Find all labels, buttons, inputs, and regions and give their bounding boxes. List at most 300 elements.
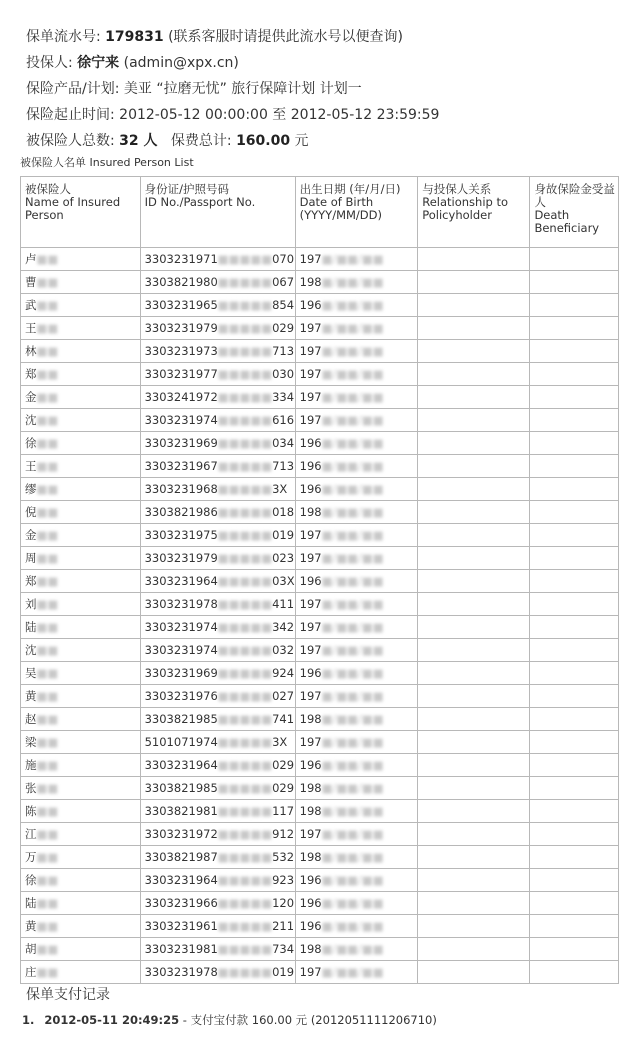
dob-year-prefix: 197 — [299, 252, 322, 266]
header-id-en: ID No./Passport No. — [144, 195, 256, 209]
name-redacted: ■■ — [36, 390, 59, 404]
count-value: 32 人 — [119, 133, 158, 149]
insured-name: 黄 — [25, 689, 37, 703]
insured-name: 吴 — [25, 666, 37, 680]
id-prefix: 3303821986 — [144, 505, 218, 519]
relationship-cell — [418, 570, 530, 593]
beneficiary-cell — [530, 731, 619, 754]
insured-name: 江 — [25, 827, 37, 841]
name-redacted: ■■ — [36, 781, 59, 795]
id-redacted: ■■■■■ — [217, 367, 273, 381]
name-cell — [21, 892, 141, 915]
dob-year-prefix: 197 — [299, 965, 322, 979]
dob-year-prefix: 196 — [299, 896, 322, 910]
premium-label: 保费总计: — [157, 133, 237, 149]
beneficiary-cell — [530, 754, 619, 777]
beneficiary-cell — [530, 432, 619, 455]
relationship-cell — [418, 455, 530, 478]
dob-redacted: ■/■■/■■ — [321, 689, 384, 703]
id-prefix: 3303231979 — [144, 551, 218, 565]
dob-cell — [295, 455, 418, 478]
dob-cell — [295, 892, 418, 915]
id-suffix: 067 — [272, 275, 295, 289]
id-suffix: 532 — [272, 850, 295, 864]
id-cell — [140, 938, 295, 961]
beneficiary-cell — [530, 409, 619, 432]
id-suffix: 713 — [272, 344, 295, 358]
id-cell — [140, 892, 295, 915]
insured-name: 金 — [25, 528, 37, 542]
dob-year-prefix: 198 — [299, 505, 322, 519]
dob-year-prefix: 198 — [299, 942, 322, 956]
id-cell — [140, 731, 295, 754]
id-prefix: 3303231975 — [144, 528, 218, 542]
table-row — [21, 754, 619, 777]
relationship-cell — [418, 294, 530, 317]
table-row — [21, 639, 619, 662]
header-dob-cn: 出生日期 (年/月/日) — [299, 182, 401, 196]
id-suffix: 923 — [272, 873, 295, 887]
table-row — [21, 593, 619, 616]
relationship-cell — [418, 409, 530, 432]
table-row — [21, 846, 619, 869]
dob-redacted: ■/■■/■■ — [321, 459, 384, 473]
id-prefix: 3303231967 — [144, 459, 218, 473]
id-cell — [140, 363, 295, 386]
insured-name: 林 — [25, 344, 37, 358]
name-cell — [21, 616, 141, 639]
id-cell — [140, 961, 295, 984]
dob-year-prefix: 198 — [299, 781, 322, 795]
table-row — [21, 363, 619, 386]
relationship-cell — [418, 524, 530, 547]
beneficiary-cell — [530, 340, 619, 363]
header-id — [140, 177, 295, 248]
dob-cell — [295, 846, 418, 869]
name-redacted: ■■ — [36, 275, 59, 289]
name-cell — [21, 363, 141, 386]
header-relationship-cn: 与投保人关系 — [422, 182, 492, 196]
dob-cell — [295, 777, 418, 800]
id-suffix: 117 — [272, 804, 295, 818]
header-dob-en: Date of Birth (YYYY/MM/DD) — [299, 195, 383, 222]
table-row — [21, 340, 619, 363]
name-cell — [21, 432, 141, 455]
id-cell — [140, 501, 295, 524]
relationship-cell — [418, 800, 530, 823]
id-redacted: ■■■■■ — [217, 275, 273, 289]
dob-year-prefix: 197 — [299, 597, 322, 611]
id-suffix: 027 — [272, 689, 295, 703]
relationship-cell — [418, 892, 530, 915]
beneficiary-cell — [530, 892, 619, 915]
dob-cell — [295, 823, 418, 846]
insured-name: 赵 — [25, 712, 37, 726]
name-cell — [21, 593, 141, 616]
id-cell — [140, 800, 295, 823]
id-prefix: 3303231972 — [144, 827, 218, 841]
beneficiary-cell — [530, 363, 619, 386]
id-suffix: 023 — [272, 551, 295, 565]
beneficiary-cell — [530, 294, 619, 317]
holder-label: 投保人: — [26, 55, 78, 71]
id-suffix: 029 — [272, 758, 295, 772]
id-redacted: ■■■■■ — [217, 643, 273, 657]
name-cell — [21, 639, 141, 662]
dob-cell — [295, 915, 418, 938]
id-redacted: ■■■■■ — [217, 551, 273, 565]
insured-name: 万 — [25, 850, 37, 864]
relationship-cell — [418, 593, 530, 616]
dob-year-prefix: 197 — [299, 827, 322, 841]
name-cell — [21, 271, 141, 294]
beneficiary-cell — [530, 685, 619, 708]
id-prefix: 3303231964 — [144, 574, 218, 588]
beneficiary-cell — [530, 639, 619, 662]
table-row — [21, 409, 619, 432]
relationship-cell — [418, 386, 530, 409]
id-redacted: ■■■■■ — [217, 252, 273, 266]
relationship-cell — [418, 915, 530, 938]
id-suffix: 019 — [272, 528, 295, 542]
payment-record-number: 1. — [22, 1013, 35, 1027]
dob-redacted: ■/■■/■■ — [321, 873, 384, 887]
id-redacted: ■■■■■ — [217, 689, 273, 703]
period-label: 保险起止时间: — [26, 107, 120, 123]
name-redacted: ■■ — [36, 344, 59, 358]
dob-year-prefix: 196 — [299, 298, 322, 312]
dob-cell — [295, 639, 418, 662]
id-redacted: ■■■■■ — [217, 804, 273, 818]
dob-year-prefix: 197 — [299, 367, 322, 381]
name-cell — [21, 846, 141, 869]
beneficiary-cell — [530, 777, 619, 800]
id-suffix: 3X — [272, 735, 288, 749]
dob-redacted: ■/■■/■■ — [321, 712, 384, 726]
insured-name: 施 — [25, 758, 37, 772]
table-row — [21, 961, 619, 984]
id-redacted: ■■■■■ — [217, 482, 273, 496]
dob-cell — [295, 961, 418, 984]
table-row — [21, 455, 619, 478]
name-redacted: ■■ — [36, 298, 59, 312]
id-cell — [140, 524, 295, 547]
dob-year-prefix: 196 — [299, 436, 322, 450]
id-redacted: ■■■■■ — [217, 413, 273, 427]
id-redacted: ■■■■■ — [217, 712, 273, 726]
dob-year-prefix: 196 — [299, 482, 322, 496]
name-redacted: ■■ — [36, 643, 59, 657]
relationship-cell — [418, 363, 530, 386]
id-redacted: ■■■■■ — [217, 965, 273, 979]
beneficiary-cell — [530, 478, 619, 501]
id-redacted: ■■■■■ — [217, 321, 273, 335]
id-prefix: 3303231961 — [144, 919, 218, 933]
holder-name: 徐宁来 — [77, 55, 120, 71]
dob-redacted: ■/■■/■■ — [321, 896, 384, 910]
name-cell — [21, 294, 141, 317]
serial-note: (联系客服时请提供此流水号以便查询) — [163, 29, 403, 45]
relationship-cell — [418, 938, 530, 961]
id-prefix: 3303231978 — [144, 597, 218, 611]
dob-redacted: ■/■■/■■ — [321, 367, 384, 381]
dob-redacted: ■/■■/■■ — [321, 666, 384, 680]
id-cell — [140, 639, 295, 662]
id-cell — [140, 616, 295, 639]
insured-name: 沈 — [25, 413, 37, 427]
table-row — [21, 800, 619, 823]
table-row — [21, 386, 619, 409]
insured-table — [20, 176, 619, 984]
insured-name: 徐 — [25, 436, 37, 450]
name-redacted: ■■ — [36, 413, 59, 427]
name-redacted: ■■ — [36, 597, 59, 611]
relationship-cell — [418, 547, 530, 570]
name-cell — [21, 938, 141, 961]
id-cell — [140, 846, 295, 869]
name-redacted: ■■ — [36, 436, 59, 450]
insured-table-body — [21, 248, 619, 984]
name-redacted: ■■ — [36, 528, 59, 542]
insured-name: 曹 — [25, 275, 37, 289]
name-cell — [21, 317, 141, 340]
id-cell — [140, 823, 295, 846]
dob-cell — [295, 593, 418, 616]
relationship-cell — [418, 685, 530, 708]
payment-record-time: 2012-05-11 20:49:25 — [44, 1013, 180, 1027]
id-redacted: ■■■■■ — [217, 597, 273, 611]
id-suffix: 734 — [272, 942, 295, 956]
id-cell — [140, 708, 295, 731]
id-cell — [140, 432, 295, 455]
dob-redacted: ■/■■/■■ — [321, 919, 384, 933]
insured-list-title: 被保险人名单 Insured Person List — [20, 156, 194, 169]
dob-redacted: ■/■■/■■ — [321, 413, 384, 427]
name-cell — [21, 777, 141, 800]
name-redacted: ■■ — [36, 919, 59, 933]
payment-record — [22, 1012, 437, 1028]
dob-cell — [295, 478, 418, 501]
table-row — [21, 708, 619, 731]
beneficiary-cell — [530, 846, 619, 869]
beneficiary-cell — [530, 800, 619, 823]
header-name-cn: 被保险人 — [25, 182, 71, 196]
serial-line — [26, 24, 626, 50]
table-row — [21, 501, 619, 524]
id-cell — [140, 294, 295, 317]
beneficiary-cell — [530, 662, 619, 685]
id-redacted: ■■■■■ — [217, 827, 273, 841]
relationship-cell — [418, 731, 530, 754]
id-suffix: 912 — [272, 827, 295, 841]
dob-year-prefix: 198 — [299, 804, 322, 818]
name-cell — [21, 731, 141, 754]
insured-name: 沈 — [25, 643, 37, 657]
name-redacted: ■■ — [36, 252, 59, 266]
table-row — [21, 547, 619, 570]
id-prefix: 3303231968 — [144, 482, 218, 496]
relationship-cell — [418, 271, 530, 294]
table-row — [21, 478, 619, 501]
name-redacted: ■■ — [36, 965, 59, 979]
dob-year-prefix: 197 — [299, 321, 322, 335]
id-cell — [140, 869, 295, 892]
dob-year-prefix: 197 — [299, 390, 322, 404]
dob-cell — [295, 685, 418, 708]
period-value: 2012-05-12 00:00:00 至 2012-05-12 23:59:59 — [119, 107, 440, 123]
header-relationship — [418, 177, 530, 248]
insured-name: 郑 — [25, 574, 37, 588]
dob-year-prefix: 196 — [299, 574, 322, 588]
id-cell — [140, 593, 295, 616]
dob-redacted: ■/■■/■■ — [321, 252, 384, 266]
name-cell — [21, 478, 141, 501]
premium-unit: 元 — [290, 133, 309, 149]
dob-year-prefix: 197 — [299, 735, 322, 749]
id-prefix: 3303231974 — [144, 413, 218, 427]
id-prefix: 3303821987 — [144, 850, 218, 864]
insured-name: 金 — [25, 390, 37, 404]
payment-list — [22, 1012, 437, 1028]
id-cell — [140, 340, 295, 363]
id-suffix: 342 — [272, 620, 295, 634]
dob-cell — [295, 708, 418, 731]
id-cell — [140, 317, 295, 340]
beneficiary-cell — [530, 317, 619, 340]
name-cell — [21, 386, 141, 409]
id-suffix: 120 — [272, 896, 295, 910]
name-redacted: ■■ — [36, 712, 59, 726]
name-cell — [21, 340, 141, 363]
id-redacted: ■■■■■ — [217, 850, 273, 864]
id-redacted: ■■■■■ — [217, 758, 273, 772]
id-cell — [140, 248, 295, 271]
id-suffix: 616 — [272, 413, 295, 427]
dob-redacted: ■/■■/■■ — [321, 482, 384, 496]
name-cell — [21, 570, 141, 593]
name-redacted: ■■ — [36, 551, 59, 565]
table-row — [21, 271, 619, 294]
beneficiary-cell — [530, 455, 619, 478]
header-name-en: Name of Insured Person — [25, 195, 121, 222]
name-redacted: ■■ — [36, 873, 59, 887]
name-redacted: ■■ — [36, 574, 59, 588]
dob-cell — [295, 547, 418, 570]
id-suffix: 03X — [272, 574, 295, 588]
dob-year-prefix: 196 — [299, 758, 322, 772]
name-redacted: ■■ — [36, 804, 59, 818]
id-suffix: 029 — [272, 321, 295, 335]
dob-year-prefix: 197 — [299, 551, 322, 565]
name-redacted: ■■ — [36, 827, 59, 841]
dob-year-prefix: 197 — [299, 344, 322, 358]
dob-cell — [295, 938, 418, 961]
name-cell — [21, 685, 141, 708]
id-suffix: 029 — [272, 781, 295, 795]
name-cell — [21, 869, 141, 892]
insured-name: 周 — [25, 551, 37, 565]
id-suffix: 211 — [272, 919, 295, 933]
id-redacted: ■■■■■ — [217, 873, 273, 887]
dob-redacted: ■/■■/■■ — [321, 643, 384, 657]
id-cell — [140, 685, 295, 708]
id-redacted: ■■■■■ — [217, 781, 273, 795]
id-prefix: 3303821985 — [144, 712, 218, 726]
beneficiary-cell — [530, 915, 619, 938]
insured-name: 徐 — [25, 873, 37, 887]
id-redacted: ■■■■■ — [217, 298, 273, 312]
dob-cell — [295, 271, 418, 294]
payment-record-desc: - 支付宝付款 160.00 元 (2012051111206710) — [179, 1013, 437, 1027]
name-redacted: ■■ — [36, 321, 59, 335]
id-suffix: 924 — [272, 666, 295, 680]
dob-redacted: ■/■■/■■ — [321, 804, 384, 818]
insured-name: 梁 — [25, 735, 37, 749]
product-label: 保险产品/计划: — [26, 81, 124, 97]
id-cell — [140, 386, 295, 409]
dob-year-prefix: 197 — [299, 413, 322, 427]
id-cell — [140, 455, 295, 478]
beneficiary-cell — [530, 961, 619, 984]
id-prefix: 3303231981 — [144, 942, 218, 956]
dob-year-prefix: 197 — [299, 528, 322, 542]
id-redacted: ■■■■■ — [217, 896, 273, 910]
dob-cell — [295, 869, 418, 892]
insured-name: 庄 — [25, 965, 37, 979]
dob-redacted: ■/■■/■■ — [321, 735, 384, 749]
id-prefix: 3303231978 — [144, 965, 218, 979]
insured-name: 黄 — [25, 919, 37, 933]
dob-cell — [295, 340, 418, 363]
id-prefix: 3303231974 — [144, 620, 218, 634]
insured-name: 王 — [25, 321, 37, 335]
id-prefix: 3303231969 — [144, 436, 218, 450]
dob-redacted: ■/■■/■■ — [321, 505, 384, 519]
id-prefix: 3303231964 — [144, 873, 218, 887]
insured-name: 郑 — [25, 367, 37, 381]
id-cell — [140, 915, 295, 938]
id-prefix: 3303231976 — [144, 689, 218, 703]
name-redacted: ■■ — [36, 459, 59, 473]
id-cell — [140, 547, 295, 570]
dob-year-prefix: 198 — [299, 712, 322, 726]
dob-year-prefix: 196 — [299, 459, 322, 473]
id-cell — [140, 754, 295, 777]
dob-year-prefix: 197 — [299, 689, 322, 703]
name-redacted: ■■ — [36, 942, 59, 956]
period-line — [26, 102, 626, 128]
table-row — [21, 823, 619, 846]
name-redacted: ■■ — [36, 689, 59, 703]
relationship-cell — [418, 708, 530, 731]
name-cell — [21, 455, 141, 478]
name-cell — [21, 662, 141, 685]
beneficiary-cell — [530, 501, 619, 524]
relationship-cell — [418, 869, 530, 892]
id-suffix: 018 — [272, 505, 295, 519]
id-suffix: 030 — [272, 367, 295, 381]
name-cell — [21, 961, 141, 984]
table-row — [21, 685, 619, 708]
id-suffix: 032 — [272, 643, 295, 657]
id-suffix: 334 — [272, 390, 295, 404]
dob-redacted: ■/■■/■■ — [321, 574, 384, 588]
relationship-cell — [418, 754, 530, 777]
insured-name: 武 — [25, 298, 37, 312]
id-redacted: ■■■■■ — [217, 574, 273, 588]
count-label: 被保险人总数: — [26, 133, 120, 149]
relationship-cell — [418, 823, 530, 846]
